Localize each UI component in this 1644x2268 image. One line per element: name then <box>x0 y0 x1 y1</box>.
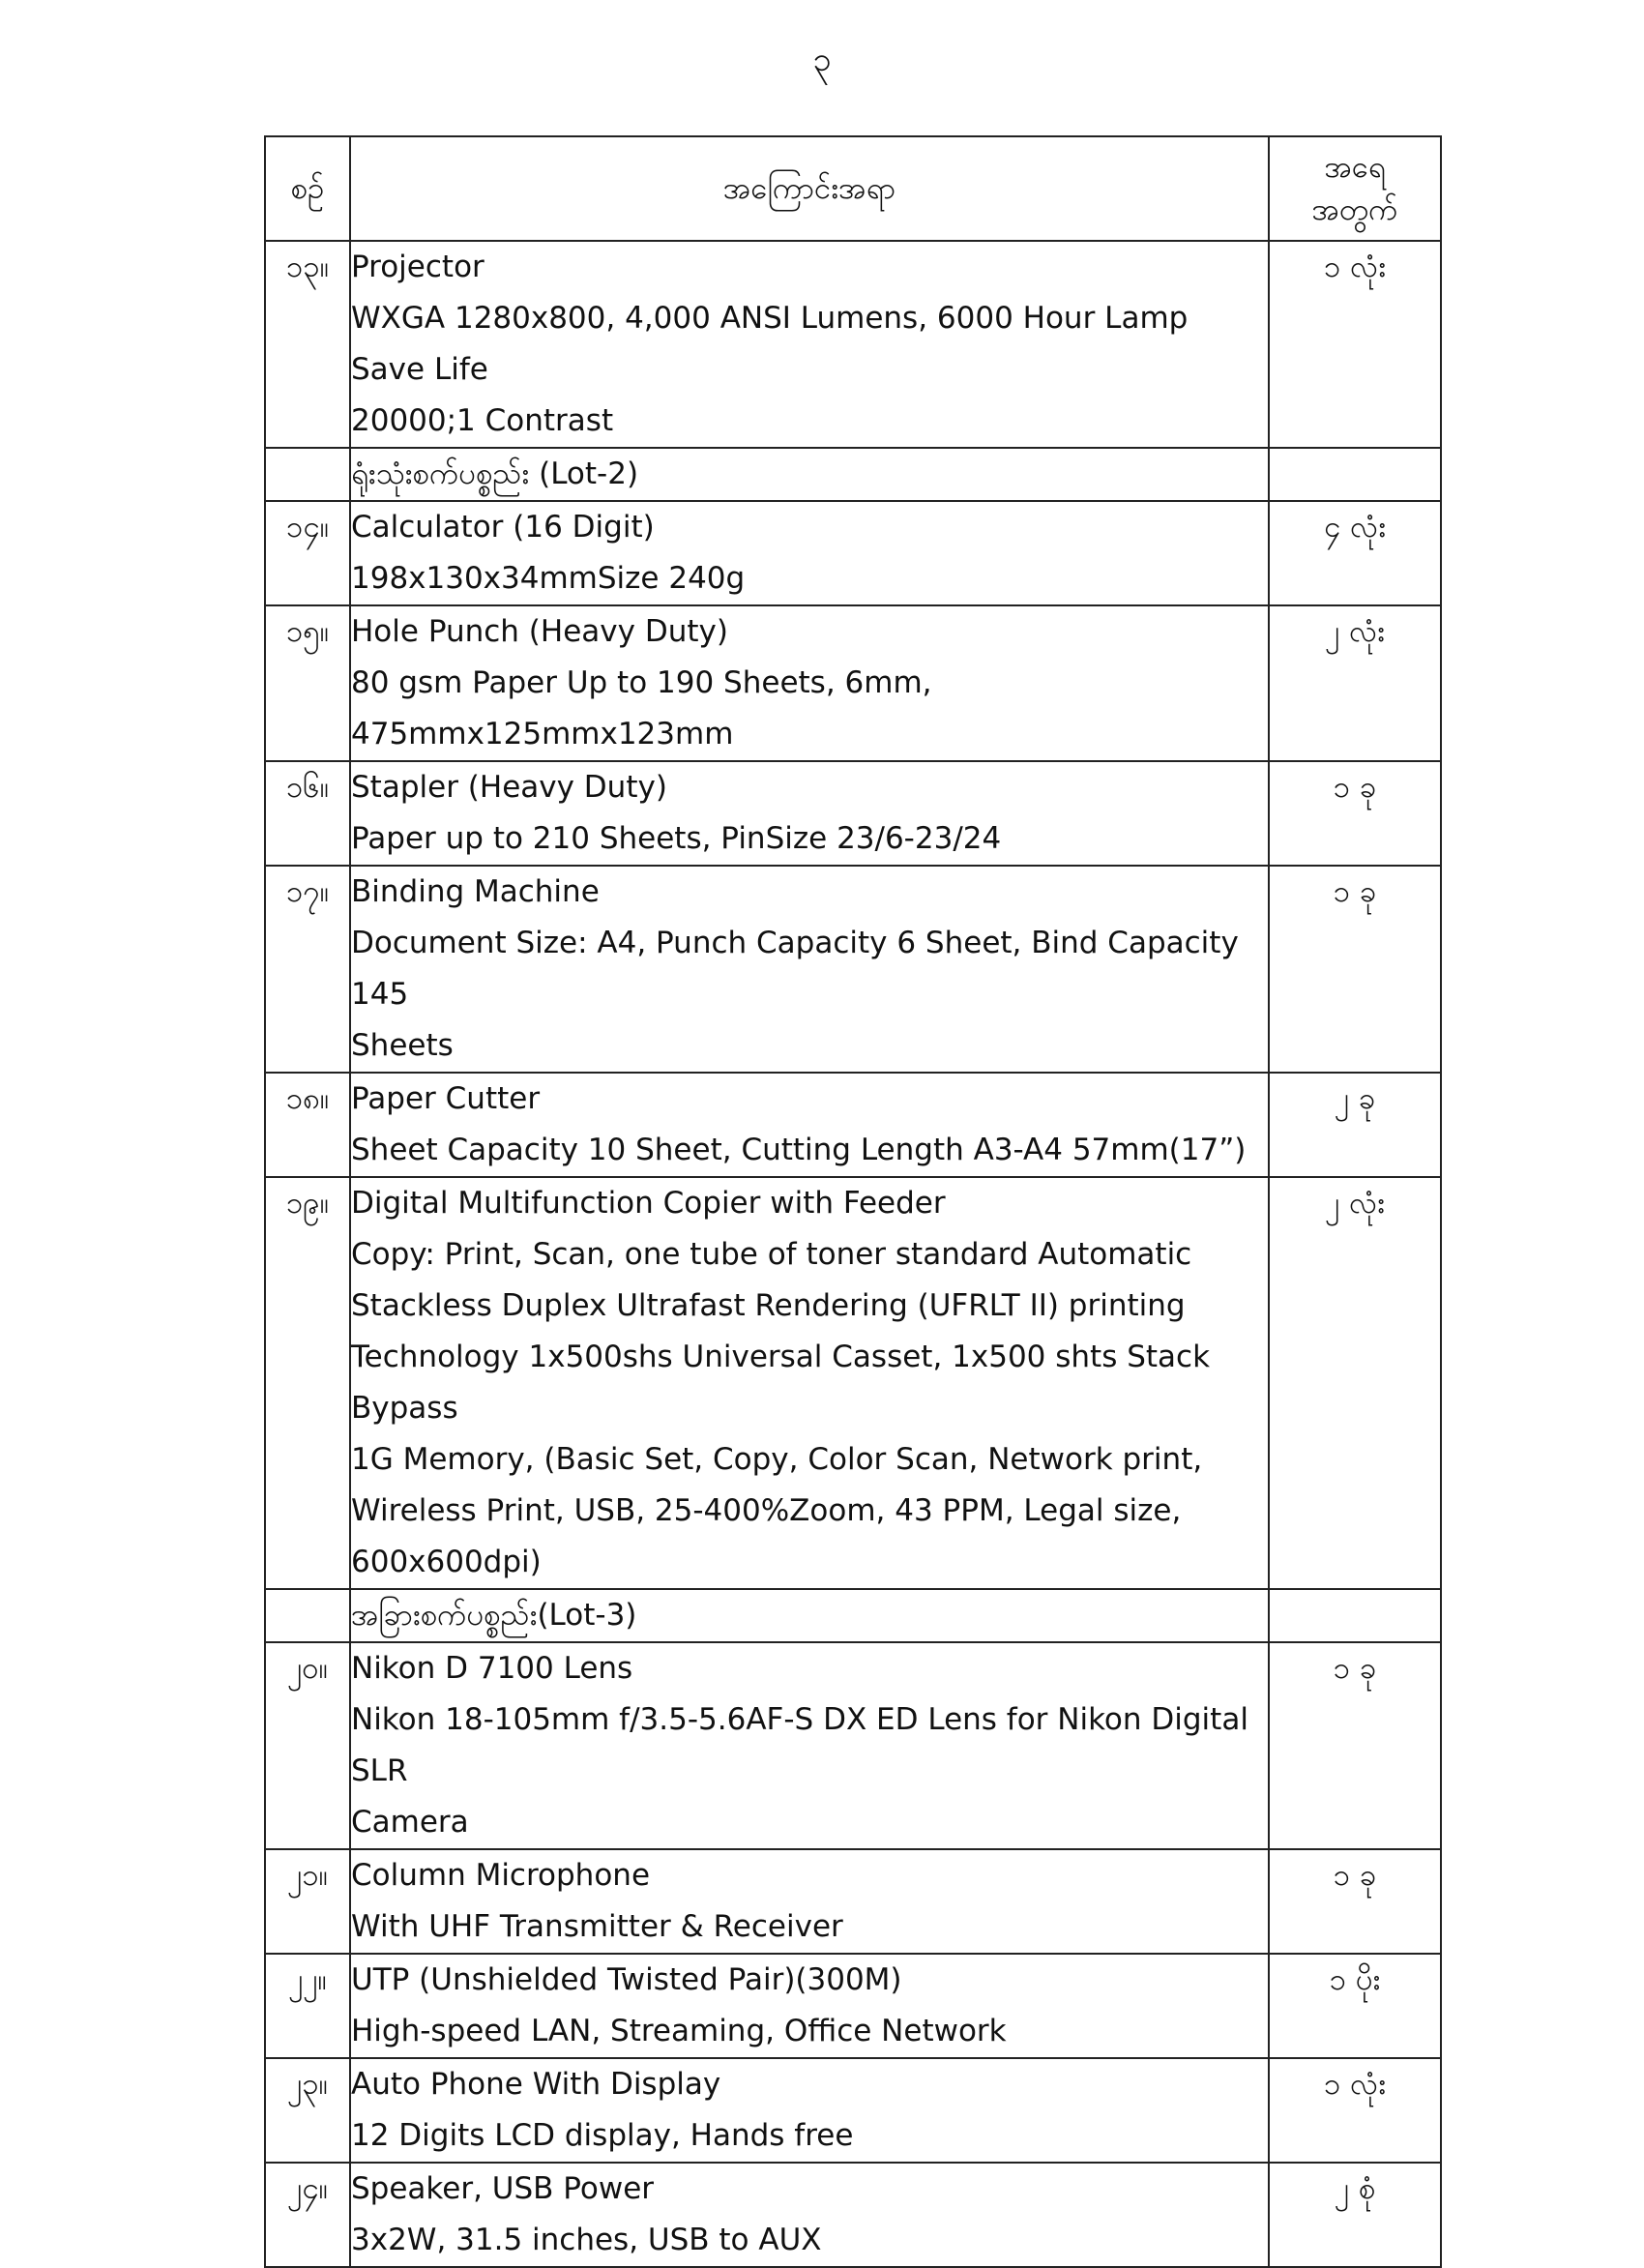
item-spec-line: Paper up to 210 Sheets, PinSize 23/6-23/24 <box>351 821 1002 856</box>
table-row <box>265 761 1441 866</box>
table-row <box>265 241 1441 448</box>
item-quantity: ၁ လုံး <box>1269 2058 1441 2163</box>
item-spec-line: High-speed LAN, Streaming, Office Network <box>351 2014 1007 2048</box>
item-quantity: ၂ လုံး <box>1269 1177 1441 1589</box>
table-row <box>265 2163 1441 2267</box>
item-spec-line: Nikon 18-105mm f/3.5-5.6AF-S DX ED Lens for Nikon Digital SLR <box>351 1702 1248 1788</box>
item-spec-line: With UHF Transmitter & Receiver <box>351 1909 843 1944</box>
item-number: ၂၃။ <box>265 2058 350 2163</box>
item-spec-line: Technology 1x500shs Universal Casset, 1x500 shts Stack Bypass <box>351 1340 1211 1426</box>
item-spec-line: 3x2W, 31.5 inches, USB to AUX <box>351 2223 822 2257</box>
item-spec-line: 12 Digits LCD display, Hands free <box>351 2118 854 2153</box>
table-row <box>265 866 1441 1073</box>
item-quantity: ၂ စုံ <box>1269 2163 1441 2267</box>
item-number: ၁၅။ <box>265 605 350 761</box>
item-quantity: ၁ ခု <box>1269 1849 1441 1954</box>
item-name: Digital Multifunction Copier with Feeder <box>351 1186 946 1221</box>
header-quantity-line1: အရေ <box>1324 150 1386 185</box>
item-quantity: ၁ ပိုး <box>1269 1954 1441 2058</box>
item-quantity: ၄ လုံး <box>1269 501 1441 605</box>
item-number: ၂၄။ <box>265 2163 350 2267</box>
item-quantity: ၂ ခု <box>1269 1073 1441 1177</box>
item-spec-line: 198x130x34mmSize 240g <box>351 561 746 596</box>
section-qty-cell <box>1269 448 1441 501</box>
item-spec-line: 80 gsm Paper Up to 190 Sheets, 6mm, 475mmx125mmx123mm <box>351 665 932 751</box>
item-number: ၂၀။ <box>265 1642 350 1849</box>
table-row <box>265 1073 1441 1177</box>
item-spec-line: Sheets <box>351 1028 454 1063</box>
table-row <box>265 1849 1441 1954</box>
table-row <box>265 1642 1441 1849</box>
item-quantity: ၁ ခု <box>1269 761 1441 866</box>
item-description <box>350 1954 1269 2058</box>
item-name: Stapler (Heavy Duty) <box>351 770 667 805</box>
item-description <box>350 2163 1269 2267</box>
item-description <box>350 1073 1269 1177</box>
page-number: ၃ <box>812 41 832 79</box>
table-row <box>265 1177 1441 1589</box>
item-description <box>350 761 1269 866</box>
item-number: ၂၂။ <box>265 1954 350 2058</box>
item-description <box>350 1177 1269 1589</box>
table-row <box>265 605 1441 761</box>
item-spec-line: Camera <box>351 1805 469 1840</box>
item-name: Hole Punch (Heavy Duty) <box>351 614 728 649</box>
item-quantity: ၁ ခု <box>1269 866 1441 1073</box>
item-name: Binding Machine <box>351 874 600 909</box>
item-name: UTP (Unshielded Twisted Pair)(300M) <box>351 1962 902 1997</box>
header-no: စဉ် <box>265 136 350 241</box>
item-number: ၂၁။ <box>265 1849 350 1954</box>
section-row <box>265 1589 1441 1642</box>
item-spec-line: Document Size: A4, Punch Capacity 6 Sheet, Bind Capacity 145 <box>351 926 1239 1012</box>
item-description <box>350 605 1269 761</box>
item-spec-line: Stackless Duplex Ultrafast Rendering (UFRLT II) printing <box>351 1288 1186 1323</box>
item-spec-line: Sheet Capacity 10 Sheet, Cutting Length A3-A4 57mm(17”) <box>351 1133 1247 1167</box>
item-spec-line: Copy: Print, Scan, one tube of toner standard Automatic <box>351 1237 1192 1272</box>
equipment-table <box>264 135 1442 2268</box>
item-quantity: ၁ လုံး <box>1269 241 1441 448</box>
item-name: Speaker, USB Power <box>351 2171 655 2206</box>
section-qty-cell <box>1269 1589 1441 1642</box>
item-description <box>350 1849 1269 1954</box>
item-description <box>350 1642 1269 1849</box>
item-quantity: ၂ လုံး <box>1269 605 1441 761</box>
item-name: Paper Cutter <box>351 1081 541 1116</box>
item-number: ၁၉။ <box>265 1177 350 1589</box>
item-description <box>350 866 1269 1073</box>
table-row <box>265 501 1441 605</box>
item-name: Calculator (16 Digit) <box>351 510 655 545</box>
header-quantity <box>1269 136 1441 241</box>
section-row <box>265 448 1441 501</box>
item-description <box>350 501 1269 605</box>
section-no-cell <box>265 1589 350 1642</box>
item-spec-line: 20000;1 Contrast <box>351 403 614 438</box>
header-quantity-line2: အတွက် <box>1311 192 1398 227</box>
item-spec-line: WXGA 1280x800, 4,000 ANSI Lumens, 6000 Hour Lamp Save Life <box>351 301 1189 387</box>
item-number: ၁၄။ <box>265 501 350 605</box>
item-spec-line: 600x600dpi) <box>351 1545 542 1579</box>
item-description <box>350 2058 1269 2163</box>
item-number: ၁၃။ <box>265 241 350 448</box>
item-name: Projector <box>351 250 484 284</box>
item-name: Nikon D 7100 Lens <box>351 1651 633 1686</box>
item-number: ၁၆။ <box>265 761 350 866</box>
section-title: ရုံးသုံးစက်ပစ္စည်း (Lot-2) <box>350 448 1269 501</box>
item-spec-line: 1G Memory, (Basic Set, Copy, Color Scan, Network print, <box>351 1442 1203 1477</box>
item-name: Column Microphone <box>351 1858 651 1893</box>
item-description <box>350 241 1269 448</box>
table-row <box>265 2058 1441 2163</box>
header-description: အကြောင်းအရာ <box>350 136 1269 241</box>
item-quantity: ၁ ခု <box>1269 1642 1441 1849</box>
section-title: အခြားစက်ပစ္စည်း(Lot-3) <box>350 1589 1269 1642</box>
item-number: ၁၈။ <box>265 1073 350 1177</box>
item-spec-line: Wireless Print, USB, 25-400%Zoom, 43 PPM, Legal size, <box>351 1493 1182 1528</box>
table-body <box>265 241 1441 2267</box>
section-no-cell <box>265 448 350 501</box>
table-row <box>265 1954 1441 2058</box>
item-number: ၁၇။ <box>265 866 350 1073</box>
table-header-row <box>265 136 1441 241</box>
item-name: Auto Phone With Display <box>351 2067 721 2102</box>
